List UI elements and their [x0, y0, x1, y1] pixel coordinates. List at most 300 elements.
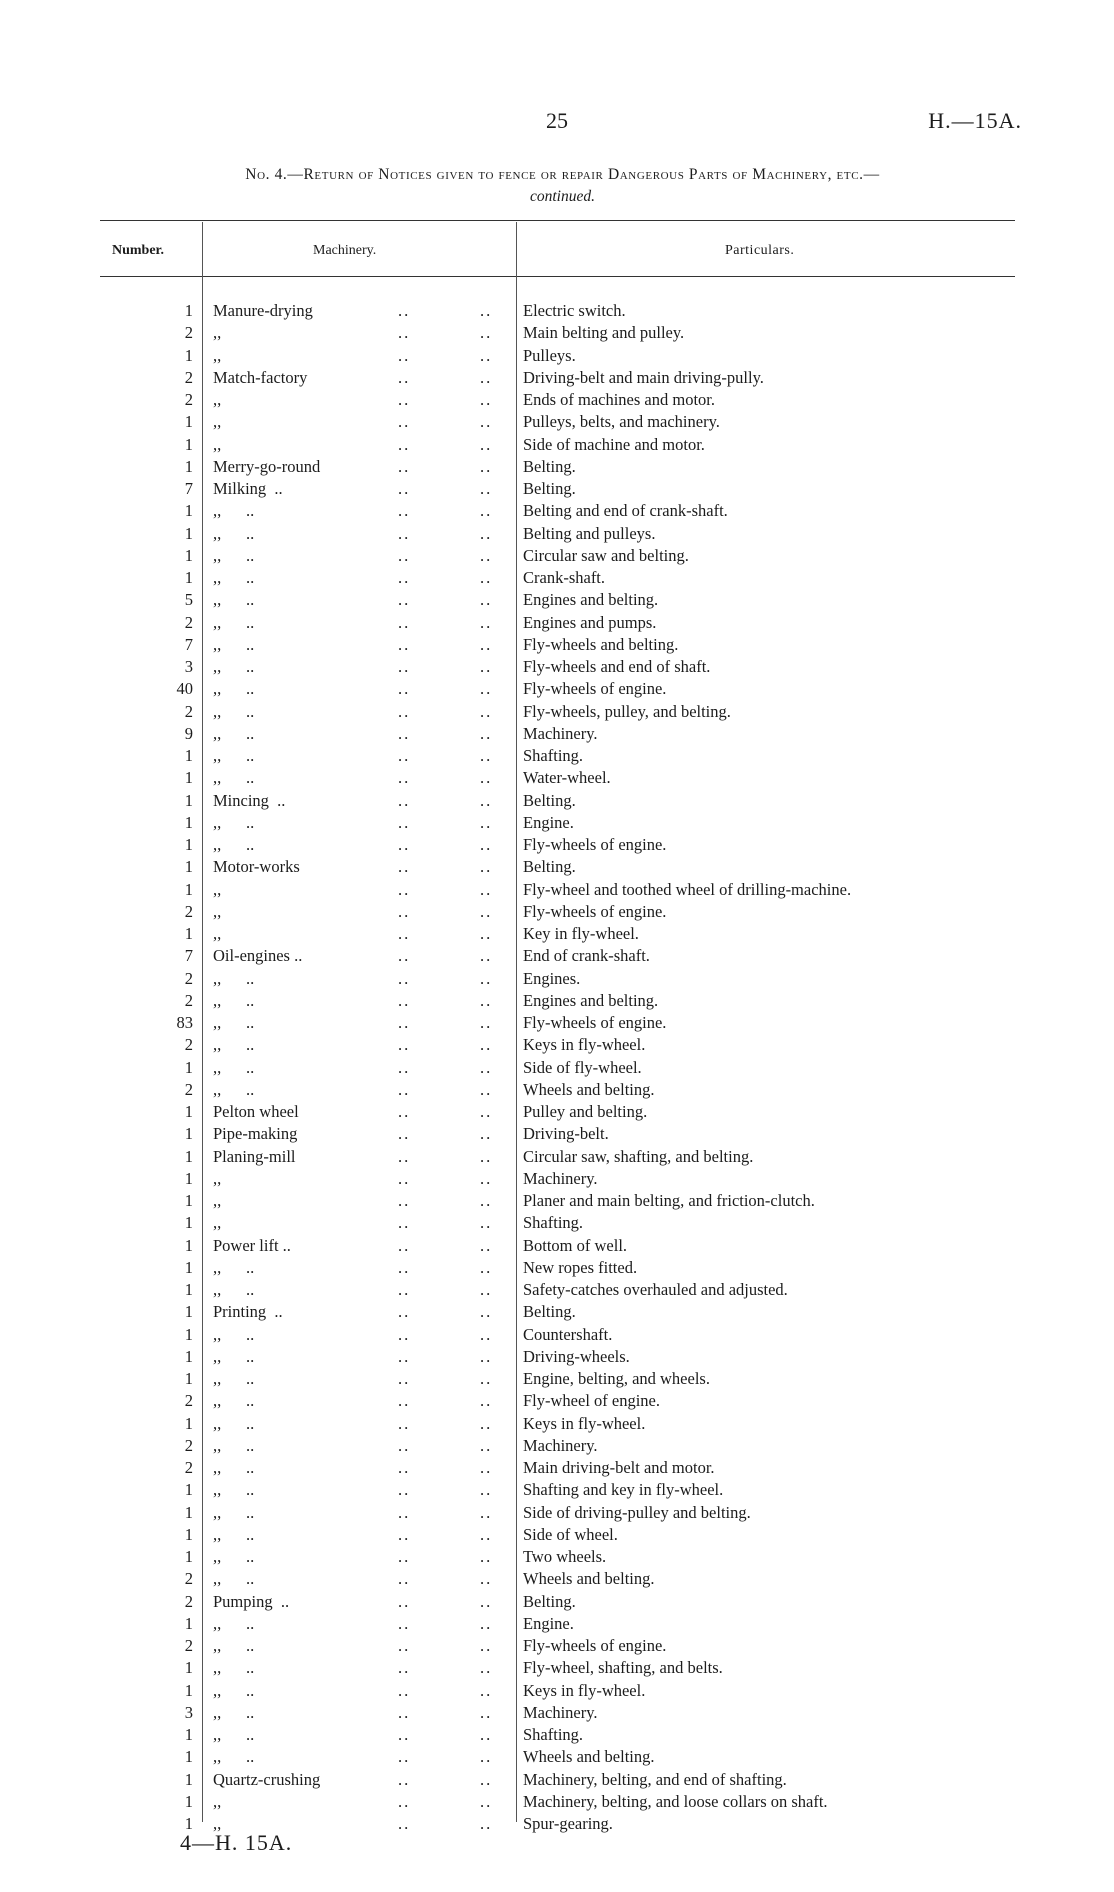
- number-cell: 1: [184, 1102, 193, 1121]
- particulars-cell: Pulleys, belts, and machinery.: [523, 412, 720, 432]
- machinery-cell: ,, ..: [213, 1524, 255, 1544]
- table-row: [100, 1190, 1020, 1212]
- machinery-cell: ,,: [213, 323, 222, 343]
- machinery-cell: ,, ..: [213, 990, 255, 1010]
- machinery-cell: ,, ..: [213, 1035, 255, 1055]
- number-cell: 2: [184, 701, 193, 721]
- number-cell: 1: [184, 1124, 193, 1144]
- leader-dots: ..: [480, 1057, 493, 1077]
- leader-dots: ..: [398, 990, 411, 1010]
- table-row: [100, 1146, 1020, 1168]
- number-cell: 1: [184, 857, 193, 877]
- leader-dots: ..: [398, 1391, 411, 1411]
- leader-dots: ..: [480, 1725, 493, 1744]
- machinery-cell: ,, ..: [213, 746, 255, 765]
- table-row: [100, 1034, 1020, 1056]
- machinery-cell: ,, ..: [213, 1702, 255, 1722]
- number-cell: 2: [184, 990, 193, 1010]
- number-cell: 3: [184, 1702, 193, 1722]
- leader-dots: ..: [480, 367, 493, 387]
- leader-dots: ..: [398, 746, 411, 765]
- leader-dots: ..: [398, 590, 411, 610]
- table-row: [100, 1702, 1020, 1724]
- machinery-cell: ,,: [213, 390, 222, 409]
- number-cell: 1: [184, 1725, 193, 1744]
- leader-dots: ..: [398, 545, 411, 565]
- table-row: [100, 1012, 1020, 1034]
- leader-dots: ..: [480, 1769, 493, 1789]
- machinery-cell: ,, ..: [213, 1280, 255, 1299]
- leader-dots: ..: [398, 1035, 411, 1055]
- machinery-cell: ,, ..: [213, 523, 255, 543]
- machinery-cell: ,, ..: [213, 1480, 255, 1500]
- leader-dots: ..: [480, 1035, 493, 1055]
- particulars-cell: Fly-wheel and toothed wheel of drilling-machine.: [523, 879, 852, 899]
- leader-dots: ..: [480, 701, 493, 721]
- number-cell: 2: [184, 612, 193, 632]
- machinery-cell: ,, ..: [213, 768, 255, 788]
- number-cell: 1: [184, 1369, 193, 1388]
- leader-dots: ..: [398, 679, 411, 699]
- table-row: [100, 767, 1020, 789]
- machinery-cell: ,, ..: [213, 501, 255, 521]
- leader-dots: ..: [480, 857, 493, 877]
- number-cell: 2: [184, 1458, 193, 1477]
- leader-dots: ..: [480, 1658, 493, 1678]
- particulars-cell: Crank-shaft.: [523, 568, 606, 587]
- number-cell: 1: [184, 1680, 193, 1700]
- number-cell: 1: [184, 768, 193, 788]
- particulars-cell: Engine.: [523, 1613, 574, 1633]
- leader-dots: ..: [398, 946, 411, 966]
- particulars-cell: Machinery.: [523, 1702, 598, 1722]
- number-cell: 1: [184, 1747, 193, 1767]
- leader-dots: ..: [480, 1013, 493, 1032]
- machinery-cell: ,, ..: [213, 1613, 255, 1633]
- machinery-cell: Pipe-making: [213, 1124, 298, 1144]
- table-row: [100, 634, 1020, 656]
- leader-dots: ..: [398, 345, 411, 365]
- number-cell: 2: [184, 1636, 193, 1655]
- particulars-cell: Two wheels.: [523, 1547, 607, 1566]
- particulars-cell: Fly-wheels and belting.: [523, 634, 679, 654]
- table-row: [100, 1769, 1020, 1791]
- leader-dots: ..: [480, 1079, 493, 1099]
- leader-dots: ..: [398, 568, 411, 587]
- number-cell: 1: [184, 412, 193, 432]
- particulars-cell: Engine.: [523, 812, 574, 832]
- machinery-cell: ,,: [213, 1791, 222, 1811]
- leader-dots: ..: [398, 1369, 411, 1388]
- table-row: [100, 1279, 1020, 1301]
- table-row: [100, 1479, 1020, 1501]
- leader-dots: ..: [480, 1124, 493, 1144]
- machinery-cell: ,, ..: [213, 679, 255, 699]
- leader-dots: ..: [398, 1102, 411, 1121]
- table-row: [100, 968, 1020, 990]
- number-cell: 1: [184, 1524, 193, 1544]
- particulars-cell: Machinery.: [523, 723, 598, 743]
- particulars-cell: Fly-wheels, pulley, and belting.: [523, 701, 731, 721]
- leader-dots: ..: [398, 1235, 411, 1255]
- table-row: [100, 1301, 1020, 1323]
- leader-dots: ..: [480, 968, 493, 988]
- particulars-cell: Circular saw, shafting, and belting.: [523, 1146, 754, 1166]
- leader-dots: ..: [398, 323, 411, 343]
- number-cell: 1: [184, 1235, 193, 1255]
- document-reference: H.—15A.: [928, 108, 1022, 133]
- table-row: [100, 901, 1020, 923]
- particulars-cell: Shafting and key in fly-wheel.: [523, 1480, 724, 1500]
- machinery-cell: Oil-engines ..: [213, 946, 303, 966]
- leader-dots: ..: [480, 1747, 493, 1767]
- leader-dots: ..: [398, 1702, 411, 1722]
- leader-dots: ..: [480, 301, 493, 320]
- machinery-cell: Quartz-crushing: [213, 1769, 321, 1789]
- particulars-cell: New ropes fitted.: [523, 1257, 638, 1277]
- machinery-cell: ,, ..: [213, 835, 255, 854]
- leader-dots: ..: [480, 434, 493, 454]
- leader-dots: ..: [398, 456, 411, 476]
- leader-dots: ..: [480, 768, 493, 788]
- table-row: [100, 434, 1020, 456]
- particulars-cell: Belting.: [523, 456, 576, 476]
- leader-dots: ..: [480, 746, 493, 765]
- particulars-cell: Safety-catches overhauled and adjusted.: [523, 1280, 788, 1299]
- page-number: 25: [546, 108, 568, 133]
- leader-dots: ..: [480, 1324, 493, 1344]
- leader-dots: ..: [480, 456, 493, 476]
- table-row: [100, 545, 1020, 567]
- leader-dots: ..: [398, 968, 411, 988]
- number-cell: 2: [184, 1391, 193, 1411]
- leader-dots: ..: [480, 1435, 493, 1455]
- machinery-cell: ,, ..: [213, 1079, 255, 1099]
- table-row: [100, 1413, 1020, 1435]
- table-row: [100, 1657, 1020, 1679]
- table-row: [100, 1635, 1020, 1657]
- leader-dots: ..: [398, 1302, 411, 1322]
- leader-dots: ..: [480, 879, 493, 899]
- particulars-cell: Machinery.: [523, 1435, 598, 1455]
- leader-dots: ..: [398, 723, 411, 743]
- leader-dots: ..: [480, 1791, 493, 1811]
- machinery-cell: ,, ..: [213, 1502, 255, 1522]
- table-row: [100, 1457, 1020, 1479]
- machinery-cell: ,, ..: [213, 1547, 255, 1566]
- table-row: [100, 990, 1020, 1012]
- number-cell: 1: [184, 1791, 193, 1811]
- particulars-cell: Belting.: [523, 1591, 576, 1611]
- leader-dots: ..: [480, 1680, 493, 1700]
- table-row: [100, 345, 1020, 367]
- leader-dots: ..: [480, 545, 493, 565]
- number-cell: 1: [184, 1547, 193, 1566]
- number-cell: 2: [184, 1035, 193, 1055]
- leader-dots: ..: [398, 768, 411, 788]
- particulars-cell: Machinery, belting, and end of shafting.: [523, 1769, 787, 1789]
- leader-dots: ..: [480, 501, 493, 521]
- particulars-cell: Belting.: [523, 857, 576, 877]
- machinery-cell: ,, ..: [213, 1725, 255, 1744]
- number-cell: 83: [176, 1013, 193, 1032]
- leader-dots: ..: [480, 1346, 493, 1366]
- number-cell: 1: [184, 1814, 193, 1833]
- leader-dots: ..: [398, 1791, 411, 1811]
- particulars-cell: Belting.: [523, 790, 576, 810]
- number-cell: 9: [184, 723, 193, 743]
- machinery-cell: ,,: [213, 1168, 222, 1188]
- leader-dots: ..: [398, 1680, 411, 1700]
- number-cell: 2: [184, 1079, 193, 1099]
- machinery-cell: ,, ..: [213, 1636, 255, 1655]
- machinery-cell: ,,: [213, 1213, 222, 1233]
- machinery-cell: ,,: [213, 901, 222, 921]
- table-top-rule: [100, 220, 1015, 221]
- table-row: [100, 723, 1020, 745]
- leader-dots: ..: [480, 1168, 493, 1188]
- leader-dots: ..: [398, 367, 411, 387]
- leader-dots: ..: [398, 1658, 411, 1678]
- machinery-cell: ,, ..: [213, 1658, 255, 1678]
- leader-dots: ..: [480, 901, 493, 921]
- leader-dots: ..: [480, 1702, 493, 1722]
- number-cell: 1: [184, 1302, 193, 1322]
- table-row: [100, 1724, 1020, 1746]
- machinery-cell: ,,: [213, 1191, 222, 1210]
- particulars-cell: Fly-wheels of engine.: [523, 901, 667, 921]
- number-cell: 2: [184, 323, 193, 343]
- leader-dots: ..: [480, 590, 493, 610]
- leader-dots: ..: [398, 879, 411, 899]
- machinery-cell: ,,: [213, 412, 222, 432]
- leader-dots: ..: [398, 1257, 411, 1277]
- leader-dots: ..: [398, 835, 411, 854]
- leader-dots: ..: [480, 1280, 493, 1299]
- machinery-cell: Milking ..: [213, 479, 283, 498]
- machinery-cell: ,, ..: [213, 1391, 255, 1411]
- leader-dots: ..: [480, 1524, 493, 1544]
- table-header-rule: [100, 276, 1015, 277]
- leader-dots: ..: [398, 1524, 411, 1544]
- number-cell: 1: [184, 1280, 193, 1299]
- leader-dots: ..: [480, 1480, 493, 1500]
- number-cell: 1: [184, 1769, 193, 1789]
- machinery-cell: Power lift ..: [213, 1235, 291, 1255]
- leader-dots: ..: [398, 924, 411, 943]
- particulars-cell: Key in fly-wheel.: [523, 924, 639, 943]
- table-row: [100, 1613, 1020, 1635]
- column-header-machinery: Machinery.: [313, 243, 377, 258]
- machinery-cell: Manure-drying: [213, 301, 313, 320]
- leader-dots: ..: [480, 390, 493, 409]
- number-cell: 40: [176, 679, 193, 699]
- particulars-cell: Fly-wheels of engine.: [523, 1013, 667, 1032]
- table-row: [100, 367, 1020, 389]
- table-row: [100, 1435, 1020, 1457]
- leader-dots: ..: [398, 1079, 411, 1099]
- leader-dots: ..: [480, 1502, 493, 1522]
- table-row: [100, 656, 1020, 678]
- leader-dots: ..: [480, 990, 493, 1010]
- leader-dots: ..: [480, 1213, 493, 1233]
- table-row: [100, 300, 1020, 322]
- particulars-cell: Spur-gearing.: [523, 1814, 613, 1833]
- leader-dots: ..: [398, 1502, 411, 1522]
- number-cell: 1: [184, 301, 193, 320]
- machinery-cell: ,, ..: [213, 723, 255, 743]
- leader-dots: ..: [398, 857, 411, 877]
- leader-dots: ..: [480, 723, 493, 743]
- number-cell: 1: [184, 523, 193, 543]
- particulars-cell: Engines and belting.: [523, 590, 659, 610]
- particulars-cell: Pulley and belting.: [523, 1102, 648, 1121]
- table-row: [100, 1680, 1020, 1702]
- particulars-cell: Shafting.: [523, 1725, 584, 1744]
- particulars-cell: Shafting.: [523, 746, 584, 765]
- particulars-cell: Fly-wheel, shafting, and belts.: [523, 1658, 723, 1678]
- leader-dots: ..: [398, 1547, 411, 1566]
- machinery-cell: ,,: [213, 924, 222, 943]
- leader-dots: ..: [398, 701, 411, 721]
- leader-dots: ..: [480, 790, 493, 810]
- number-cell: 7: [184, 479, 193, 498]
- particulars-cell: Belting and end of crank-shaft.: [523, 501, 728, 521]
- particulars-cell: Engines and pumps.: [523, 612, 657, 632]
- particulars-cell: Driving-belt and main driving-pully.: [523, 367, 764, 387]
- machinery-cell: ,, ..: [213, 590, 255, 610]
- machinery-cell: ,, ..: [213, 1057, 255, 1077]
- leader-dots: ..: [480, 1391, 493, 1411]
- leader-dots: ..: [480, 523, 493, 543]
- table-row: [100, 523, 1020, 545]
- table-row: [100, 1235, 1020, 1257]
- table-row: [100, 1791, 1020, 1813]
- particulars-cell: Engine, belting, and wheels.: [523, 1369, 710, 1388]
- number-cell: 1: [184, 1191, 193, 1210]
- leader-dots: ..: [398, 1057, 411, 1077]
- particulars-cell: Driving-wheels.: [523, 1346, 630, 1366]
- table-row: [100, 1079, 1020, 1101]
- number-cell: 5: [184, 590, 193, 610]
- machinery-cell: ,, ..: [213, 1747, 255, 1767]
- particulars-cell: Side of wheel.: [523, 1524, 618, 1544]
- number-cell: 2: [184, 1591, 193, 1611]
- table-row: [100, 1168, 1020, 1190]
- leader-dots: ..: [398, 1747, 411, 1767]
- table-row: [100, 1591, 1020, 1613]
- machinery-cell: ,, ..: [213, 1680, 255, 1700]
- leader-dots: ..: [480, 1591, 493, 1611]
- number-cell: 1: [184, 501, 193, 521]
- leader-dots: ..: [398, 1013, 411, 1032]
- table-row: [100, 500, 1020, 522]
- leader-dots: ..: [480, 634, 493, 654]
- machinery-cell: ,, ..: [213, 1569, 255, 1589]
- leader-dots: ..: [398, 412, 411, 432]
- leader-dots: ..: [398, 1191, 411, 1210]
- leader-dots: ..: [480, 1369, 493, 1388]
- leader-dots: ..: [398, 390, 411, 409]
- table-row: [100, 567, 1020, 589]
- number-cell: 1: [184, 1257, 193, 1277]
- machinery-cell: Pumping ..: [213, 1591, 290, 1611]
- table-row: [100, 1257, 1020, 1279]
- leader-dots: ..: [480, 323, 493, 343]
- machinery-cell: ,,: [213, 434, 222, 454]
- number-cell: 2: [184, 1435, 193, 1455]
- number-cell: 2: [184, 367, 193, 387]
- number-cell: 1: [184, 1480, 193, 1500]
- table-row: [100, 834, 1020, 856]
- table-row: [100, 1057, 1020, 1079]
- leader-dots: ..: [398, 1413, 411, 1433]
- particulars-cell: Pulleys.: [523, 345, 576, 365]
- particulars-cell: Ends of machines and motor.: [523, 390, 716, 409]
- number-cell: 1: [184, 924, 193, 943]
- table-row: [100, 1524, 1020, 1546]
- table-row: [100, 745, 1020, 767]
- machinery-cell: ,, ..: [213, 701, 255, 721]
- number-cell: 1: [184, 1346, 193, 1366]
- table-row: [100, 945, 1020, 967]
- machinery-cell: ,, ..: [213, 612, 255, 632]
- leader-dots: ..: [480, 1413, 493, 1433]
- number-cell: 1: [184, 1213, 193, 1233]
- machinery-cell: ,,: [213, 345, 222, 365]
- particulars-cell: Water-wheel.: [523, 768, 611, 788]
- table-row: [100, 322, 1020, 344]
- number-cell: 1: [184, 345, 193, 365]
- particulars-cell: Circular saw and belting.: [523, 545, 689, 565]
- machinery-cell: Match-factory: [213, 367, 308, 387]
- leader-dots: ..: [398, 1458, 411, 1477]
- particulars-cell: Fly-wheels of engine.: [523, 679, 667, 699]
- leader-dots: ..: [480, 679, 493, 699]
- number-cell: 1: [184, 1502, 193, 1522]
- particulars-cell: Wheels and belting.: [523, 1569, 655, 1589]
- leader-dots: ..: [398, 1591, 411, 1611]
- number-cell: 1: [184, 1168, 193, 1188]
- leader-dots: ..: [480, 946, 493, 966]
- machinery-cell: ,,: [213, 1814, 222, 1833]
- table-row: [100, 678, 1020, 700]
- leader-dots: ..: [398, 612, 411, 632]
- particulars-cell: Planer and main belting, and friction-clutch.: [523, 1191, 815, 1210]
- leader-dots: ..: [480, 568, 493, 587]
- machinery-cell: Printing ..: [213, 1302, 283, 1322]
- leader-dots: ..: [480, 1235, 493, 1255]
- leader-dots: ..: [398, 523, 411, 543]
- number-cell: 1: [184, 545, 193, 565]
- table-row: [100, 1746, 1020, 1768]
- machinery-cell: ,,: [213, 879, 222, 899]
- particulars-cell: Countershaft.: [523, 1324, 613, 1344]
- machinery-cell: Mincing ..: [213, 790, 286, 810]
- machinery-cell: Merry-go-round: [213, 456, 321, 476]
- particulars-cell: Keys in fly-wheel.: [523, 1680, 646, 1700]
- table-row: [100, 1123, 1020, 1145]
- leader-dots: ..: [480, 1547, 493, 1566]
- column-header-number: Number.: [112, 243, 164, 258]
- machinery-cell: Pelton wheel: [213, 1102, 299, 1121]
- page-footer: 4—H. 15A.: [180, 1830, 293, 1855]
- number-cell: 1: [184, 812, 193, 832]
- leader-dots: ..: [398, 501, 411, 521]
- machinery-cell: ,, ..: [213, 1435, 255, 1455]
- leader-dots: ..: [398, 1725, 411, 1744]
- machinery-cell: ,, ..: [213, 1369, 255, 1388]
